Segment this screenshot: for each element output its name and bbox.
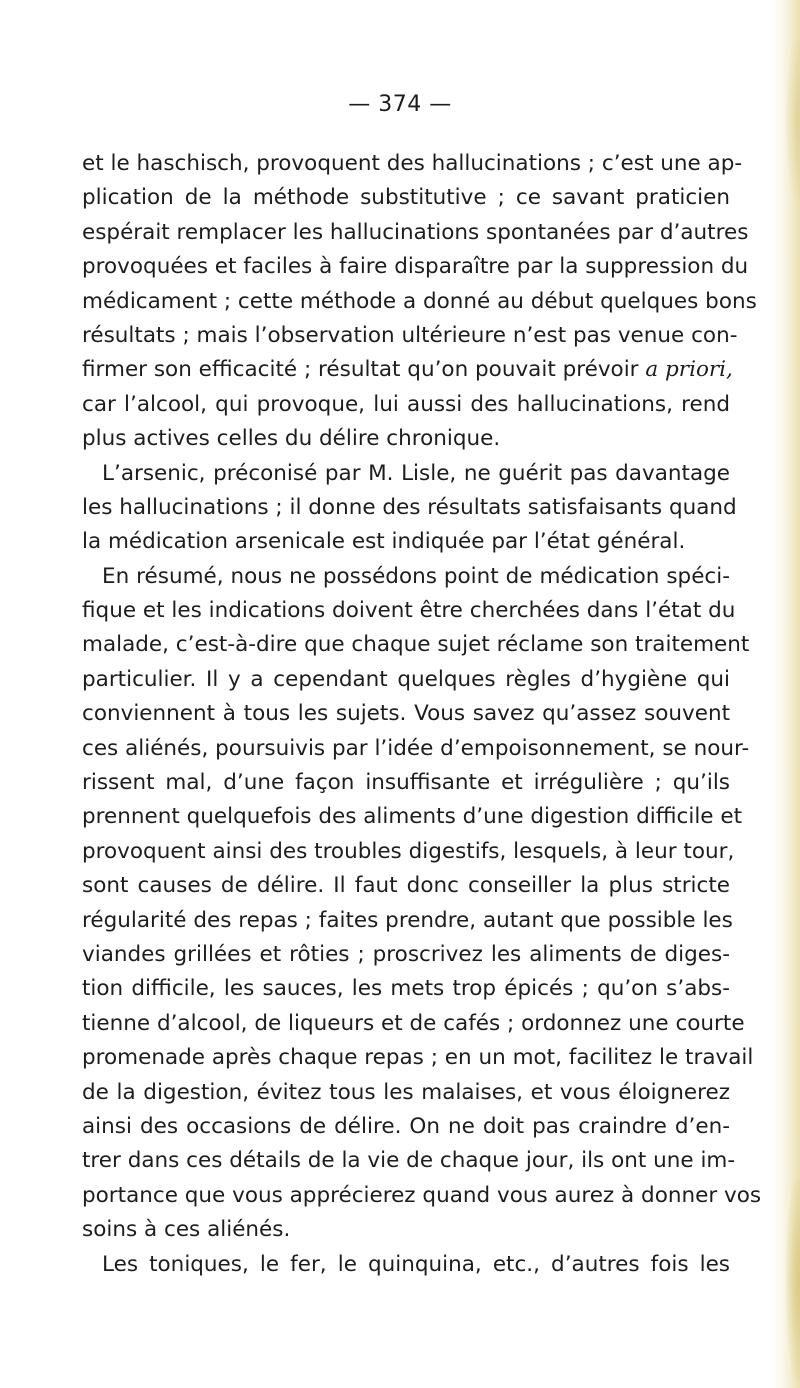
text-line: car l’alcool, qui provoque, lui aussi des hallucinations, rend [82, 391, 730, 417]
text-line-segment: firmer son efficacité ; résultat qu’on pouvait prévoir [82, 357, 639, 383]
text-line: les hallucinations ; il donne des résultats satisfaisants quand [82, 494, 737, 520]
text-line: malade, c’est-à-dire que chaque sujet réclame son traitement [82, 632, 750, 658]
text-line: viandes grillées et rôties ; proscrivez les aliments de diges- [82, 941, 730, 967]
text-line: L’arsenic, préconisé par M. Lisle, ne guérit pas davantage [102, 460, 730, 486]
text-line: la médication arsenicale est indiquée par l’état général. [82, 529, 686, 555]
text-line: plication de la méthode substitutive ; ce savant praticien [82, 185, 730, 211]
italic-phrase: a priori, [645, 357, 733, 383]
text-line: soins à ces aliénés. [82, 1217, 291, 1243]
text-line: En résumé, nous ne possédons point de médication spéci- [102, 563, 730, 589]
text-line: provoquées et faciles à faire disparaître par la suppression du [82, 254, 749, 280]
text-line: portance que vous apprécierez quand vous aurez à donner vos [82, 1182, 762, 1208]
text-line: conviennent à tous les sujets. Vous savez qu’assez souvent [82, 701, 730, 727]
text-line [82, 353, 733, 387]
text-line: régularité des repas ; faites prendre, autant que possible les [82, 907, 733, 933]
text-line: ces aliénés, poursuivis par l’idée d’empoisonnement, se nour- [82, 735, 750, 761]
page-edge-stain [786, 40, 800, 200]
text-line: rissent mal, d’une façon insuffisante et irrégulière ; qu’ils [82, 770, 730, 796]
text-line: fique et les indications doivent être cherchées dans l’état du [82, 598, 736, 624]
text-line: ainsi des occasions de délire. On ne doit pas craindre d’en- [82, 1113, 730, 1139]
text-line: prennent quelquefois des aliments d’une digestion difficile et [82, 804, 743, 830]
text-line: tion difficile, les sauces, les mets trop épicés ; qu’on s’abs- [82, 976, 730, 1002]
text-line: sont causes de délire. Il faut donc conseiller la plus stricte [82, 873, 730, 899]
text-line: tienne d’alcool, de liqueurs et de cafés ; ordonnez une courte [82, 1010, 745, 1036]
text-line: plus actives celles du délire chronique. [82, 426, 501, 452]
page-number: — 374 — [348, 92, 452, 117]
text-line: promenade après chaque repas ; en un mot, facilitez le travail [82, 1045, 754, 1071]
text-line: provoquent ainsi des troubles digestifs, lesquels, à leur tour, [82, 838, 735, 864]
text-line: Les toniques, le fer, le quinquina, etc., d’autres fois les [102, 1251, 730, 1277]
text-line: médicament ; cette méthode a donné au début quelques bons [82, 288, 757, 314]
body-text [82, 147, 762, 1282]
text-line: et le haschisch, provoquent des hallucinations ; c’est une ap- [82, 151, 743, 176]
text-line: particulier. Il y a cependant quelques règles d’hygiène qui [82, 666, 730, 692]
page-edge-stain [786, 1180, 800, 1380]
text-line: de la digestion, évitez tous les malaises, et vous éloignerez [82, 1079, 730, 1105]
text-line: résultats ; mais l’observation ultérieure n’est pas venue con- [82, 322, 738, 348]
text-line: trer dans ces détails de la vie de chaque jour, ils ont une im- [82, 1148, 736, 1174]
text-line: espérait remplacer les hallucinations spontanées par d’autres [82, 219, 749, 245]
